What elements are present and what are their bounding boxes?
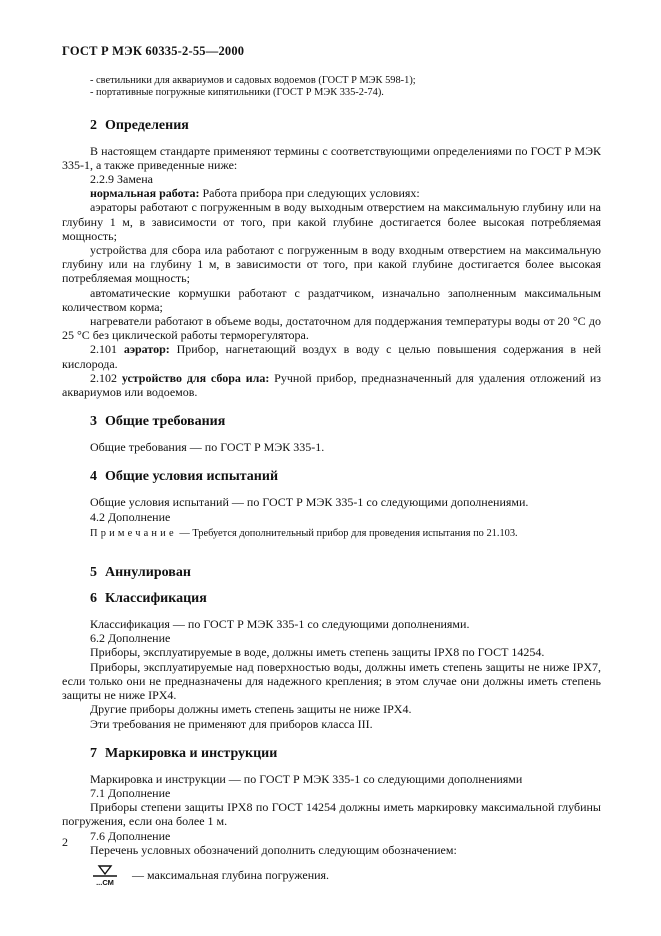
paragraph: устройства для сбора ила работают с погруженным в воду входным отверстием на максимальную глубину или на глубину 1 м, в зависимости от того, при какой глубине достигается более высокая потребляемая мощность; <box>62 243 601 286</box>
paragraph: аэраторы работают с погруженным в воду выходным отверстием на максимальную глубину или на глубину 1 м, в зависимости от того, при какой глубине достигается более высокая потребляемая мощность; <box>62 200 601 243</box>
paragraph: автоматические кормушки работают с раздатчиком, изначально заполненным максимальным количеством корма; <box>62 285 601 314</box>
clause-number: 2.101 <box>90 342 124 357</box>
intro-list <box>90 75 601 99</box>
paragraph: Другие приборы должны иметь степень защиты не ниже IPX4. <box>90 702 412 717</box>
paragraph: Классификация — по ГОСТ Р МЭК 335-1 со следующими дополнениями. <box>90 617 470 632</box>
depth-symbol-row <box>62 864 601 886</box>
definition <box>62 186 601 200</box>
section-title: Общие условия испытаний <box>105 469 279 485</box>
section-5-heading <box>62 565 601 581</box>
term: аэратор: <box>123 342 170 357</box>
section-title: Общие требования <box>105 414 226 430</box>
symbol-text: ...СМ <box>96 877 114 886</box>
subclause-heading: 6.2 Дополнение <box>90 631 171 646</box>
paragraph: Перечень условных обозначений дополнить следующим обозначением: <box>90 842 457 857</box>
paragraph: нагреватели работают в объеме воды, достаточном для поддержания температуры воды от 20 °С до 25 °С без циклической работы терморегулятора. <box>62 314 601 343</box>
section-7-heading <box>62 746 601 762</box>
paragraph: В настоящем стандарте применяют термины с соответствующими определениями по ГОСТ Р МЭК 335-1, а также приведенные ниже: <box>62 143 601 172</box>
section-number: 5 <box>90 565 97 581</box>
section-title: Определения <box>105 117 189 133</box>
paragraph: Общие условия испытаний — по ГОСТ Р МЭК 335-1 со следующими дополнениями. <box>90 495 529 510</box>
subclause-heading: 2.2.9 Замена <box>90 172 154 187</box>
section-number: 6 <box>90 591 97 607</box>
paragraph: Общие требования — по ГОСТ Р МЭК 335-1. <box>90 440 325 455</box>
paragraph: Приборы, эксплуатируемые в воде, должны иметь степень защиты IPX8 по ГОСТ 14254. <box>90 645 545 660</box>
note-label: Примечание <box>90 527 177 539</box>
paragraph: Маркировка и инструкции — по ГОСТ Р МЭК 335-1 со следующими дополнениями <box>90 771 523 786</box>
section-title: Маркировка и инструкции <box>105 745 278 761</box>
section-number: 2 <box>90 117 97 133</box>
section-number: 3 <box>90 414 97 430</box>
subclause-heading: 7.6 Дополнение <box>90 828 171 843</box>
term: устройство для сбора ила: <box>121 370 270 385</box>
section-number: 4 <box>90 469 97 485</box>
page-number: 2 <box>62 835 68 849</box>
term: нормальная работа: <box>90 186 200 201</box>
section-3-heading <box>62 414 601 430</box>
definition <box>62 342 601 370</box>
definition <box>62 371 601 399</box>
section-number: 7 <box>90 745 97 761</box>
max-depth-symbol <box>90 864 120 886</box>
note-text: — Требуется дополнительный прибор для проведения испытания по 21.103. <box>176 527 518 539</box>
section-6-heading <box>62 591 601 607</box>
section-title: Классификация <box>105 591 207 607</box>
definition-text: Работа прибора при следующих условиях: <box>199 186 420 201</box>
subclause-heading: 4.2 Дополнение <box>90 509 171 524</box>
section-4-heading <box>62 469 601 485</box>
paragraph: Приборы степени защиты IPX8 по ГОСТ 14254 должны иметь маркировку максимальной глубины погружения, если она более 1 м. <box>62 800 601 829</box>
paragraph: Приборы, эксплуатируемые над поверхностью воды, должны иметь степень защиты не ниже IPX7, если только они не предназначены для надежного крепления; в этом случае они должны иметь степень защиты не ниже IPX4. <box>62 659 601 703</box>
paragraph: Эти требования не применяют для приборов класса III. <box>90 716 373 731</box>
running-title: ГОСТ Р МЭК 60335-2-55—2000 <box>62 44 245 58</box>
section-2-heading <box>62 118 601 134</box>
section-title: Аннулирован <box>105 565 191 581</box>
clause-number: 2.102 <box>90 370 122 385</box>
subclause-heading: 7.1 Дополнение <box>90 785 171 800</box>
list-item: - портативные погружные кипятильники (ГОСТ Р МЭК 335-2-74). <box>90 87 384 99</box>
list-item: - светильники для аквариумов и садовых водоемов (ГОСТ Р МЭК 598-1); <box>90 75 416 87</box>
symbol-caption: — максимальная глубина погружения. <box>132 867 330 882</box>
definition-text: Ручной прибор, предназначенный для удаления отложений из аквариумов или водоемов. <box>62 370 602 400</box>
note <box>62 527 601 541</box>
water-level-icon <box>90 864 120 886</box>
definition-text: Прибор, нагнетающий воздух в воду с целью повышения содержания в ней кислорода. <box>62 342 601 371</box>
